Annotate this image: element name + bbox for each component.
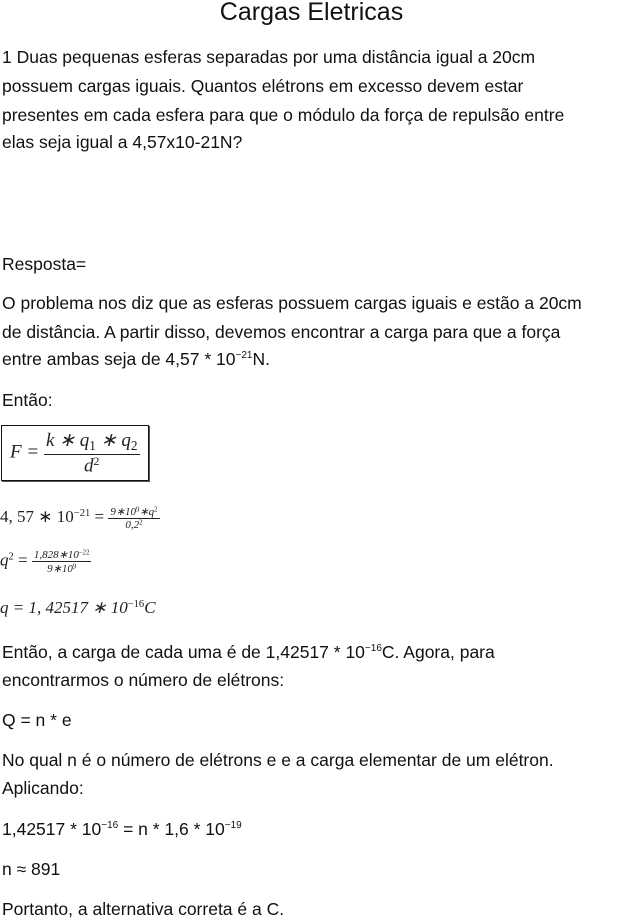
- calculation-line: $1,42517 * 10^{-16} = n * 1,6 * 10^{-19}$: [2, 819, 242, 839]
- explanation-line: Aplicando:: [2, 778, 84, 798]
- intro-line: de distância. A partir disso, devemos encontrar a carga para que a força: [2, 322, 561, 342]
- equation-q-value: q = 1, 42517 ∗ $10^{-16}C$: [0, 598, 156, 617]
- exponent: −16: [101, 820, 119, 831]
- question-line: possuem cargas iguais. Quantos elétrons em excesso devem estar: [2, 76, 524, 96]
- question-line: presentes em cada esfera para que o módulo da força de repulsão entre: [2, 105, 565, 125]
- conclusion: Portanto, a alternativa correta é a C.: [2, 899, 285, 919]
- question-line: elas seja igual a 4,57x10-21N?: [2, 132, 243, 152]
- intro-line: entre ambas seja de $4,57 * 10^{-21}N$.: [2, 349, 270, 369]
- intro-line: O problema nos diz que as esferas possuem cargas iguais e estão a 20cm: [2, 293, 582, 313]
- exponent: −21: [235, 350, 253, 361]
- entao-label: Então:: [2, 390, 53, 410]
- question-line: 1 Duas pequenas esferas separadas por uma distância igual a 20cm: [2, 47, 536, 67]
- result-line: encontrarmos o número de elétrons:: [2, 670, 285, 690]
- equation-force: 4, 57 ∗ $10^{-21}$ = $\frac{9∗10^9∗q^2}{0,2^2}$: [0, 506, 158, 531]
- explanation-line: No qual n é o número de elétrons e e a carga elementar de um elétron.: [2, 750, 554, 770]
- exponent: −19: [224, 820, 242, 831]
- electron-count: n ≈ 891: [2, 859, 61, 879]
- exponent: −16: [364, 643, 382, 654]
- equation-q-squared: $q^2$ = $\frac{1,828∗10^{-22}}{9∗10^9}$: [0, 549, 90, 575]
- charge-formula: Q = n * e: [2, 710, 72, 730]
- coulomb-formula-box: F = $\frac{k ∗ q_1 ∗ q_2}{d^2}$: [1, 425, 149, 481]
- page-title: Cargas Eletricas: [219, 0, 404, 26]
- result-line: Então, a carga de cada uma é de $1,42517 * 10^{-16}C$. Agora, para: [2, 642, 495, 662]
- answer-label: Resposta=: [2, 254, 87, 274]
